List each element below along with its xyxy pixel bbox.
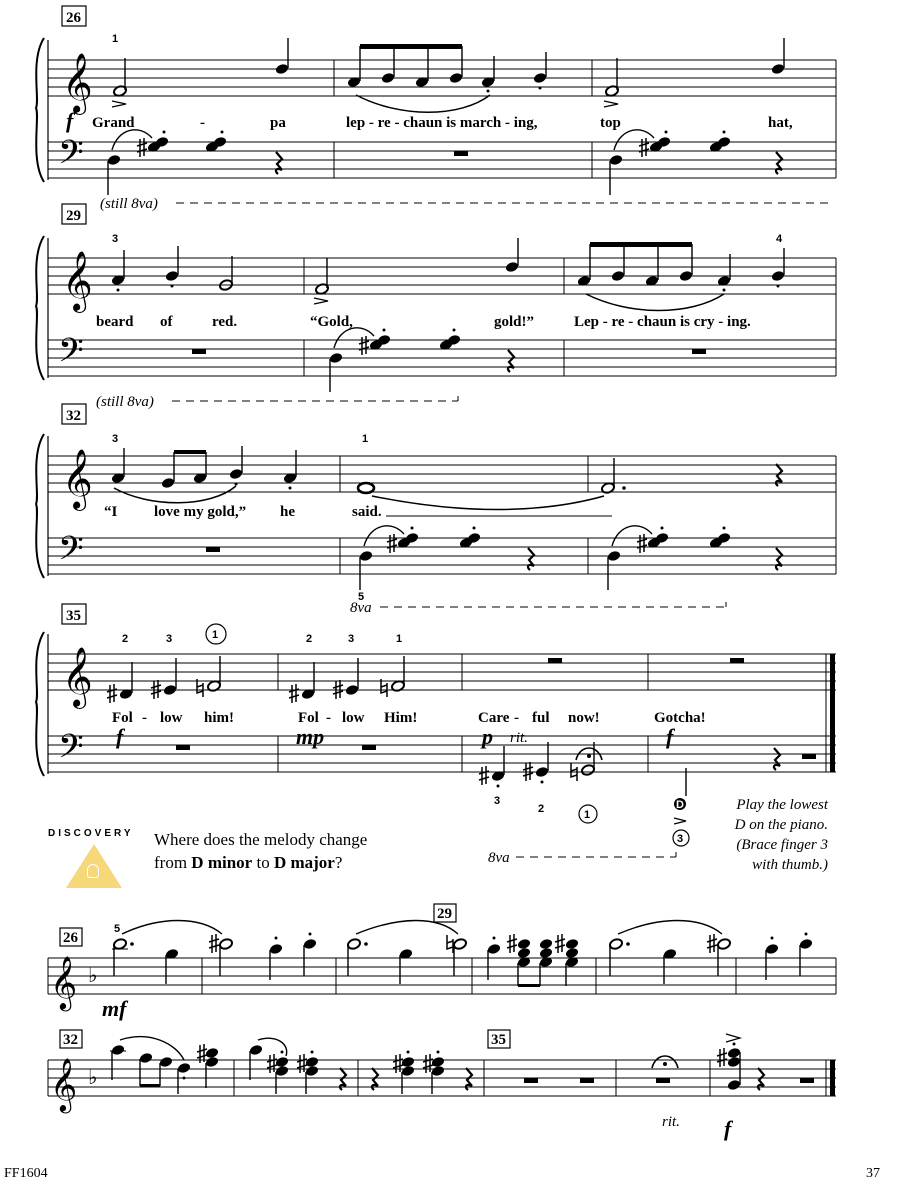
measure-number-29: 29 [437, 906, 452, 922]
fingering: 1 [584, 809, 591, 821]
lyric: ful [532, 710, 550, 726]
dynamic-p: p [482, 724, 493, 749]
fingering: 1 [112, 33, 119, 45]
lyric: now! [568, 710, 600, 726]
dynamic-f: f [116, 724, 124, 749]
lyric: - [514, 710, 519, 726]
tempo-mark: rit. [662, 1114, 680, 1130]
svg-text:𝄢: 𝄢 [58, 530, 84, 576]
page-number: 37 [866, 1166, 880, 1181]
lyric: lep - re - chaun is march - ing, [346, 115, 538, 131]
lyric: said. [352, 504, 382, 520]
lyric: Lep - re - chaun is cry - ing. [574, 314, 751, 330]
svg-text:𝄞: 𝄞 [50, 955, 78, 1009]
svg-text:𝄢: 𝄢 [58, 134, 84, 180]
lyric: he [280, 504, 295, 520]
fingering: 4 [776, 233, 783, 245]
fingering: 5 [358, 591, 365, 603]
octave-mark: 8va [350, 600, 372, 616]
measure-number-35: 35 [491, 1032, 506, 1048]
duet-system-1 [48, 904, 836, 1021]
fingering: 3 [112, 233, 119, 245]
discovery-box [48, 828, 448, 888]
svg-text:𝄞: 𝄞 [62, 53, 93, 113]
fingering: 3 [348, 633, 355, 645]
lyric: Him! [384, 710, 418, 726]
lyric: Care [478, 710, 510, 726]
note-letter: D [676, 799, 684, 811]
measure-number-32: 32 [63, 1032, 78, 1048]
svg-text:♭: ♭ [88, 963, 98, 987]
fingering: 3 [494, 795, 501, 807]
lyric: “Gold, [310, 314, 353, 330]
lyric: red. [212, 314, 238, 330]
svg-text:𝄞: 𝄞 [50, 1057, 78, 1111]
measure-number-26: 26 [63, 930, 78, 946]
lyric: love my gold,” [154, 504, 247, 520]
svg-text:𝄢: 𝄢 [58, 728, 84, 774]
fingering: 2 [306, 633, 313, 645]
dynamic-mp: mp [296, 724, 325, 749]
discovery-question: Where does the melody change from D minor to D major? [154, 830, 368, 872]
dynamic-mf: mf [102, 996, 127, 1021]
footer-code: FF1604 [4, 1166, 48, 1181]
fingering: 5 [114, 923, 121, 935]
lyric: of [160, 314, 173, 330]
dynamic-f: f [724, 1116, 732, 1141]
svg-text:𝄞: 𝄞 [62, 251, 93, 311]
performance-note: Play the lowest D on the piano. (Brace finger 3 with thumb.) [734, 797, 828, 873]
dynamic-f: f [666, 724, 674, 749]
measure-number-35: 35 [66, 608, 81, 624]
svg-text:𝄢: 𝄢 [58, 332, 84, 378]
fingering: 3 [677, 833, 684, 845]
fingering: 1 [396, 633, 403, 645]
duet-system-2 [48, 1030, 836, 1141]
lyric: beard [96, 314, 134, 330]
system-1 [36, 6, 836, 212]
measure-number-29: 29 [66, 208, 81, 224]
fingering: 1 [362, 433, 369, 445]
lyric: low [160, 710, 183, 726]
svg-text:𝄞: 𝄞 [62, 647, 93, 707]
lyric: top [600, 115, 621, 131]
system-3 [36, 404, 836, 616]
fingering: 3 [112, 433, 119, 445]
lyric: him! [204, 710, 234, 726]
fingering: 2 [122, 633, 129, 645]
fingering: 2 [538, 803, 545, 815]
lyric: pa [270, 115, 286, 131]
discovery-label: DISCOVERY [48, 828, 134, 839]
lyric: Fol [112, 710, 133, 726]
octave-mark: (still 8va) [100, 196, 158, 212]
system-2 [36, 204, 836, 410]
measure-number-32: 32 [66, 408, 81, 424]
lyric: low [342, 710, 365, 726]
lyric: - [142, 710, 147, 726]
tempo-mark: rit. [510, 730, 528, 746]
octave-mark: 8va [488, 850, 510, 866]
svg-text:𝄞: 𝄞 [62, 449, 93, 509]
fingering: 1 [212, 629, 219, 641]
octave-mark: (still 8va) [96, 394, 154, 410]
measure-number-26: 26 [66, 10, 81, 26]
lyric: Grand [92, 115, 135, 131]
lyric: gold!” [494, 314, 535, 330]
svg-text:♭: ♭ [88, 1065, 98, 1089]
fingering: 3 [166, 633, 173, 645]
lyric: - [326, 710, 331, 726]
bulb-outline-icon [87, 864, 99, 878]
lyric: “I [104, 504, 118, 520]
lyric: - [200, 115, 205, 131]
dynamic-f: f [66, 108, 74, 133]
lyric: Fol [298, 710, 319, 726]
lyric: hat, [768, 115, 793, 131]
lyric: Gotcha! [654, 710, 706, 726]
